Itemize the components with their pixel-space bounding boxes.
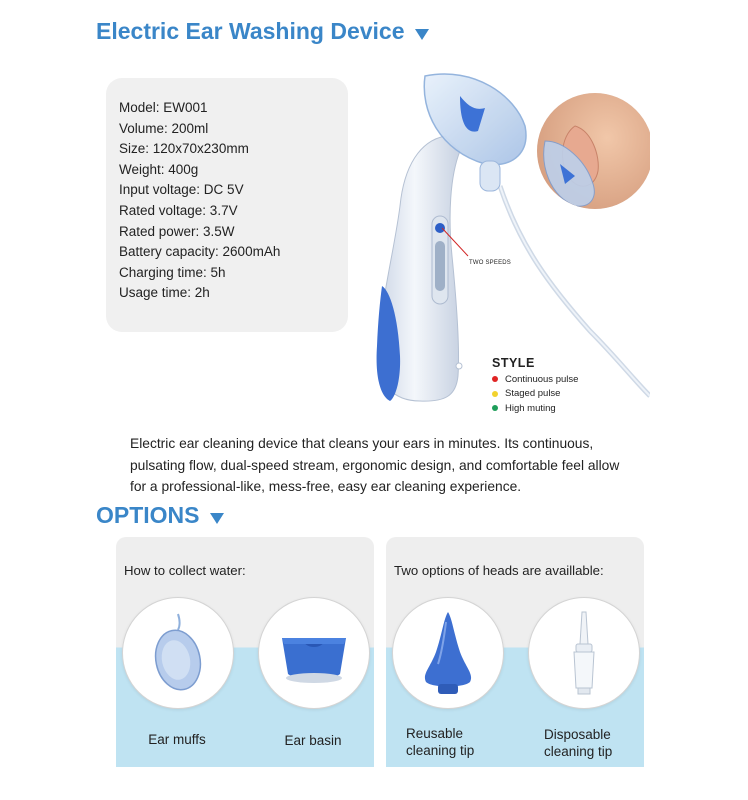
triangle-down-icon xyxy=(415,29,429,40)
cleaning-heads-panel xyxy=(386,537,644,767)
ear-basin-icon xyxy=(274,618,354,688)
triangle-down-icon xyxy=(210,513,224,524)
two-speeds-callout: TWO SPEEDS xyxy=(469,260,512,266)
reusable-tip-icon xyxy=(418,608,478,698)
spec-weight: Weight: 400g xyxy=(119,161,199,177)
ear-muffs-option xyxy=(122,597,234,709)
style-item-continuous xyxy=(492,374,578,385)
style-item-label: Staged pulse xyxy=(505,388,561,399)
spec-rated-voltage: Rated voltage: 3.7V xyxy=(119,202,238,218)
spec-usage-time: Usage time: 2h xyxy=(119,285,210,301)
style-item-label: High muting xyxy=(505,402,556,414)
water-collection-panel xyxy=(116,537,374,767)
ear-basin-option xyxy=(258,597,370,709)
spec-model: Model: EW001 xyxy=(119,100,208,115)
reusable-tip-option xyxy=(392,597,504,709)
style-item-staged xyxy=(492,388,578,399)
specs-card xyxy=(106,78,348,332)
spec-volume: Volume: 200ml xyxy=(119,120,209,136)
yellow-dot-icon xyxy=(492,391,498,397)
page-title-text: Electric Ear Washing Device xyxy=(96,18,405,44)
spec-charging-time: Charging time: 5h xyxy=(119,264,226,280)
ear-muffs-label: Ear muffs xyxy=(148,732,206,747)
page-title xyxy=(96,18,429,45)
style-title: STYLE xyxy=(492,356,535,370)
spec-rated-power: Rated power: 3.5W xyxy=(119,223,235,239)
spec-battery: Battery capacity: 2600mAh xyxy=(119,244,281,260)
style-item-muting xyxy=(492,403,578,414)
style-item-label: Continuous pulse xyxy=(505,373,579,385)
product-description: Electric ear cleaning device that cleans your ears in minutes. Its continuous, pulsating flow, dual-speed stream, ergonomic design, and comfortable feel allow for a professional-like, mess-free, easy ear cleaning experience. xyxy=(130,436,620,494)
reusable-tip-label: Reusable cleaning tip xyxy=(406,726,475,758)
options-heading xyxy=(96,502,224,529)
specs-list xyxy=(106,78,348,304)
water-panel-title: How to collect water: xyxy=(124,563,246,578)
disposable-tip-option xyxy=(528,597,640,709)
spec-size: Size: 120x70x230mm xyxy=(119,141,249,157)
green-dot-icon xyxy=(492,405,498,411)
spec-input-voltage: Input voltage: DC 5V xyxy=(119,182,244,198)
disposable-tip-label: Disposable cleaning tip xyxy=(544,727,613,759)
style-legend xyxy=(492,356,578,414)
red-dot-icon xyxy=(492,376,498,382)
options-heading-text: OPTIONS xyxy=(96,502,200,528)
heads-panel-title: Two options of heads are availlable: xyxy=(394,563,604,578)
ear-muffs-icon xyxy=(143,608,213,698)
disposable-tip-icon xyxy=(564,608,604,698)
ear-basin-label: Ear basin xyxy=(284,733,342,748)
